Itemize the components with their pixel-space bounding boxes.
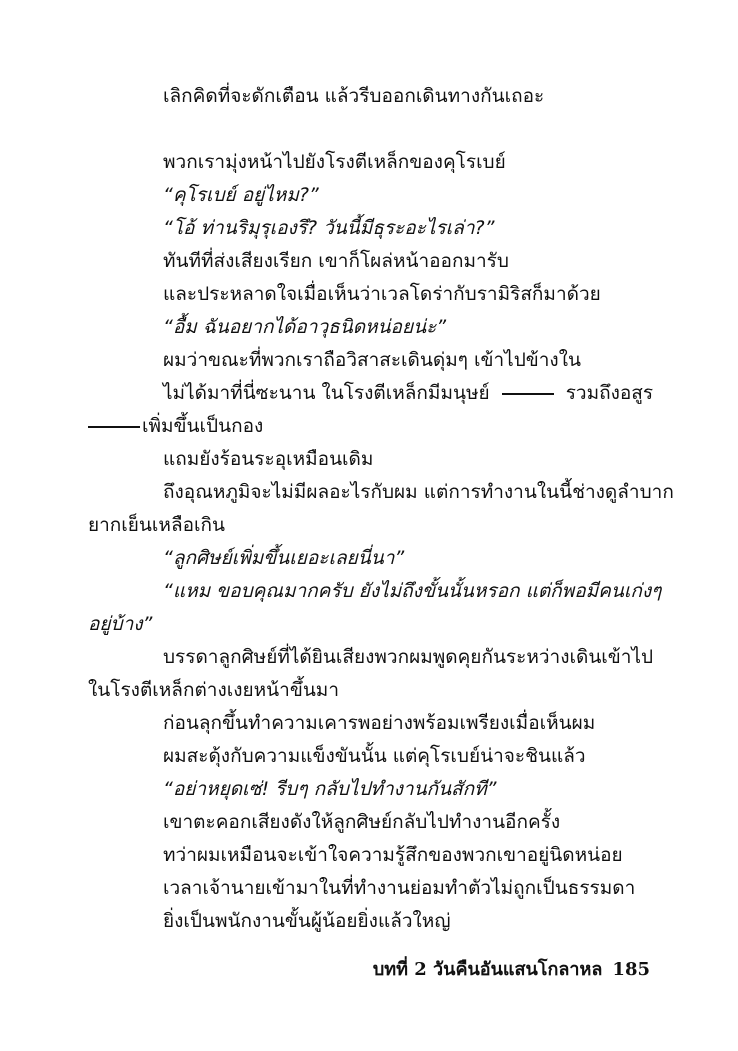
text-segment: ไม่ได้มาที่นี่ซะนาน ในโรงตีเหล็กมีมนุษย์: [163, 382, 490, 404]
text-segment: รวมถึงอสูร: [565, 382, 654, 404]
text-line: ก่อนลุกขึ้นทำความเคารพอย่างพร้อมเพรียงเมื่อเห็นผม: [163, 712, 596, 734]
text-line: เลิกคิดที่จะดักเตือน แล้วรีบออกเดินทางกันเถอะ: [163, 85, 545, 107]
running-footer: [373, 958, 650, 982]
dialogue-line: “อย่าหยุดเซ่! รีบๆ กลับไปทำงานกันสักที”: [163, 778, 497, 800]
dialogue-line: “คุโรเบย์ อยู่ไหม?”: [163, 184, 319, 206]
text-line: ทว่าผมเหมือนจะเข้าใจความรู้สึกของพวกเขาอยู่นิดหน่อย: [163, 844, 623, 866]
em-dash: [502, 393, 554, 395]
text-line: ผมว่าขณะที่พวกเราถือวิสาสะเดินดุ่มๆ เข้าไปข้างใน: [163, 349, 581, 371]
chapter-title: บทที่ 2 วันคืนอันแสนโกลาหล: [372, 959, 603, 980]
text-line-with-dash: [163, 381, 653, 405]
text-segment: เพิ่มขึ้นเป็นกอง: [142, 415, 264, 437]
text-line: พวกเรามุ่งหน้าไปยังโรงตีเหล็กของคุโรเบย์: [163, 151, 506, 173]
page-number: 185: [612, 959, 650, 980]
text-line: ในโรงตีเหล็กต่างเงยหน้าขึ้นมา: [88, 679, 339, 701]
text-line: บรรดาลูกศิษย์ที่ได้ยินเสียงพวกผมพูดคุยกันระหว่างเดินเข้าไป: [163, 646, 654, 668]
dialogue-line: “แหม ขอบคุณมากครับ ยังไม่ถึงขั้นนั้นหรอก แต่ก็พอมีคนเก่งๆ: [163, 580, 662, 602]
dialogue-line: “ลูกศิษย์เพิ่มขึ้นเยอะเลยนี่นา”: [163, 547, 405, 569]
text-line: และประหลาดใจเมื่อเห็นว่าเวลโดร่ากับรามิริสก็มาด้วย: [163, 283, 601, 305]
em-dash: [88, 426, 140, 428]
text-line-with-dash: [88, 414, 263, 438]
text-line: ผมสะดุ้งกับความแข็งขันนั้น แต่คุโรเบย์น่าจะชินแล้ว: [163, 745, 586, 767]
dialogue-line: “โอ้ ท่านริมุรุเองรึ? วันนี้มีธุระอะไรเล่า?”: [163, 217, 495, 239]
dialogue-line: อยู่บ้าง”: [88, 613, 153, 635]
text-line: ทันทีที่ส่งเสียงเรียก เขาก็โผล่หน้าออกมารับ: [163, 250, 509, 272]
text-line: แถมยังร้อนระอุเหมือนเดิม: [163, 448, 374, 470]
text-line: ยิ่งเป็นพนักงานขั้นผู้น้อยยิ่งแล้วใหญ่: [163, 910, 451, 932]
text-line: เขาตะคอกเสียงดังให้ลูกศิษย์กลับไปทำงานอีกครั้ง: [163, 811, 561, 833]
text-line: ถึงอุณหภูมิจะไม่มีผลอะไรกับผม แต่การทำงานในนี้ช่างดูลำบาก: [163, 481, 674, 503]
dialogue-line: “อื้ม ฉันอยากได้อาวุธนิดหน่อยน่ะ”: [163, 316, 447, 338]
text-line: เวลาเจ้านายเข้ามาในที่ทำงานย่อมทำตัวไม่ถูกเป็นธรรมดา: [163, 877, 636, 899]
text-line: ยากเย็นเหลือเกิน: [88, 514, 225, 536]
